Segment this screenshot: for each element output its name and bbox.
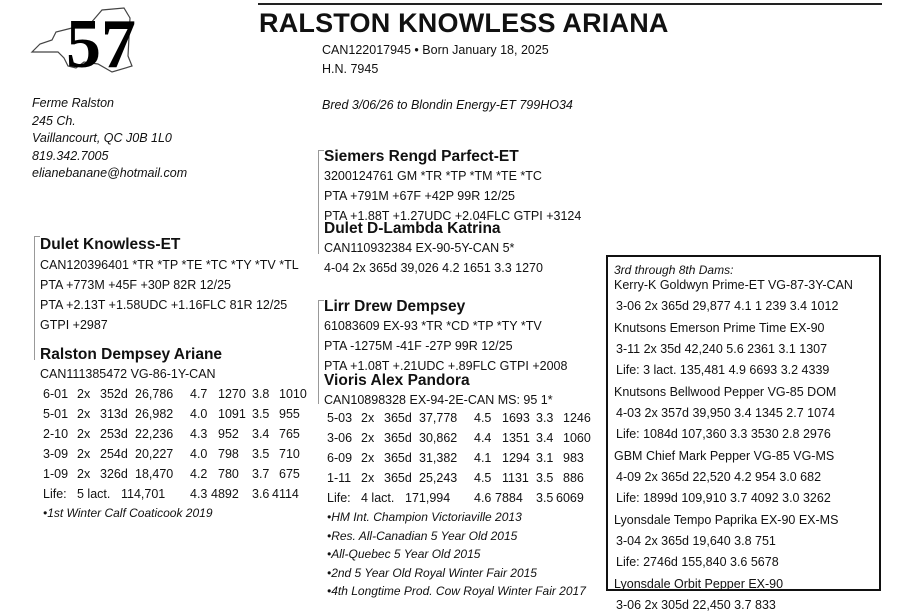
record-cell: 1060 <box>563 431 591 445</box>
sire-name: Dulet Knowless-ET <box>40 236 181 253</box>
consignor-street: 245 Ch. <box>32 113 76 128</box>
life-cell: 5 lact. <box>77 487 111 501</box>
dam-sire-pta-line: PTA +1.08T +.21UDC +.89FLC GTPI +2008 <box>324 359 568 373</box>
dam-block <box>40 346 222 384</box>
dam-sire-id-line: 61083609 EX-93 *TR *CD *TP *TY *TV <box>324 319 542 333</box>
dam-entry-line: Life: 1899d 109,910 3.7 4092 3.0 3262 <box>616 491 831 505</box>
dam-entry-line: 4-03 2x 357d 39,950 3.4 1345 2.7 1074 <box>616 406 835 420</box>
honor-item: •4th Longtime Prod. Cow Royal Winter Fair 2017 <box>327 584 586 598</box>
record-cell: 4.2 <box>190 467 208 481</box>
dam-entry-line: Life: 3 lact. 135,481 4.9 6693 3.2 4339 <box>616 363 830 377</box>
record-cell: 26,982 <box>135 407 174 421</box>
dam-name: Ralston Dempsey Ariane <box>40 346 223 363</box>
life-cell: 4892 <box>211 487 239 501</box>
record-cell: 4.0 <box>190 447 208 461</box>
record-cell: 1693 <box>502 411 530 425</box>
record-cell: 365d <box>384 471 412 485</box>
record-cell: 1-09 <box>43 467 69 481</box>
life-cell: 7884 <box>495 491 523 505</box>
honor-item: •HM Int. Champion Victoriaville 2013 <box>327 510 522 524</box>
record-cell: 3.7 <box>252 467 270 481</box>
dam-entry-name: Lyonsdale Orbit Pepper EX-90 <box>614 577 784 591</box>
record-cell: 2x <box>361 451 375 465</box>
record-cell: 2x <box>77 427 91 441</box>
sire-sire-pta-line: PTA +1.88T +1.27UDC +2.04FLC GTPI +3124 <box>324 209 582 223</box>
dam-dam-name: Vioris Alex Pandora <box>324 372 470 389</box>
record-cell: 4.0 <box>190 407 208 421</box>
record-cell: 30,862 <box>419 431 458 445</box>
sire-sire-id-line: 3200124761 GM *TR *TP *TM *TE *TC <box>324 169 542 183</box>
record-cell: 3.4 <box>536 431 554 445</box>
life-cell: 4 lact. <box>361 491 395 505</box>
record-cell: 1010 <box>279 387 307 401</box>
dam-entry-line: Life: 2746d 155,840 3.6 5678 <box>616 555 779 569</box>
record-cell: 1-11 <box>327 471 352 485</box>
honor-item: •Res. All-Canadian 5 Year Old 2015 <box>327 528 518 543</box>
extended-dams-box <box>606 255 881 612</box>
record-cell: 3.4 <box>252 427 270 441</box>
record-cell: 2x <box>361 411 375 425</box>
consignor-email: elianebanane@hotmail.com <box>32 166 188 180</box>
honor-item: •1st Winter Calf Coaticook 2019 <box>43 506 213 520</box>
consignor-city: Vaillancourt, QC J0B 1L0 <box>32 131 172 145</box>
record-cell: 1131 <box>502 471 529 485</box>
dam-entry-name: Lyonsdale Tempo Paprika EX-90 EX-MS <box>614 513 839 527</box>
record-cell: 710 <box>279 447 300 461</box>
dam-entry-name: GBM Chief Mark Pepper VG-85 VG-MS <box>614 449 835 463</box>
record-cell: 952 <box>218 427 239 441</box>
sire-dam-block <box>324 220 543 278</box>
dam-entry-line: 3-11 2x 35d 42,240 5.6 2361 3.1 1307 <box>616 342 828 356</box>
herd-number: H.N. 7945 <box>322 62 379 76</box>
record-cell: 3.3 <box>536 411 554 425</box>
record-cell: 3.5 <box>252 447 270 461</box>
sire-sire-name: Siemers Rengd Parfect-ET <box>324 148 519 165</box>
record-cell: 352d <box>100 387 128 401</box>
dam-entry-line: Life: 1084d 107,360 3.3 3530 2.8 2976 <box>616 427 831 441</box>
record-cell: 675 <box>279 467 300 481</box>
record-cell: 1246 <box>563 411 591 425</box>
record-cell: 2x <box>77 387 91 401</box>
record-cell: 1294 <box>502 451 530 465</box>
record-cell: 5-03 <box>327 411 353 425</box>
bracket-line <box>318 150 319 254</box>
record-cell: 2x <box>77 467 91 481</box>
dam-entry-name: Knutsons Bellwood Pepper VG-85 DOM <box>614 385 837 399</box>
sire-id-line: CAN120396401 *TR *TP *TE *TC *TY *TV *TL <box>40 258 299 272</box>
record-cell: 22,236 <box>135 427 174 441</box>
record-cell: 365d <box>384 411 412 425</box>
dam-entry-name: Knutsons Emerson Prime Time EX-90 <box>614 321 825 335</box>
registration-info: CAN122017945 • Born January 18, 2025 <box>322 43 549 57</box>
life-cell: 4.6 <box>474 491 492 505</box>
record-cell: 2x <box>361 431 375 445</box>
record-cell: 6-01 <box>43 387 69 401</box>
record-cell: 1091 <box>218 407 246 421</box>
record-cell: 4.5 <box>474 411 492 425</box>
sire-sire-pta-line: PTA +791M +67F +42P 99R 12/25 <box>324 189 515 203</box>
record-cell: 26,786 <box>135 387 174 401</box>
record-cell: 3.8 <box>252 387 270 401</box>
record-cell: 955 <box>279 407 300 421</box>
life-cell: 3.6 <box>252 487 270 501</box>
record-cell: 4.3 <box>190 427 208 441</box>
record-cell: 780 <box>218 467 239 481</box>
life-cell: 4.3 <box>190 487 208 501</box>
sire-dam-record-line: 4-04 2x 365d 39,026 4.2 1651 3.3 1270 <box>324 261 543 275</box>
dam-entry-line: 3-06 2x 305d 22,450 3.7 833 <box>616 598 776 612</box>
record-cell: 4.7 <box>190 387 208 401</box>
life-cell: Life: <box>327 491 351 505</box>
record-cell: 983 <box>563 451 584 465</box>
record-cell: 1351 <box>502 431 530 445</box>
consignor-name: Ferme Ralston <box>32 96 114 110</box>
extended-dams-header: 3rd through 8th Dams: <box>614 263 734 277</box>
dam-id-line: CAN111385472 VG-86-1Y-CAN <box>40 367 216 381</box>
record-cell: 326d <box>100 467 128 481</box>
top-rule <box>258 3 882 5</box>
life-cell: 4114 <box>272 487 299 501</box>
page-title: RALSTON KNOWLESS ARIANA <box>259 8 669 38</box>
record-cell: 4.5 <box>474 471 492 485</box>
sire-pta-line: PTA +773M +45F +30P 82R 12/25 <box>40 278 231 292</box>
dam-entry-name: Kerry-K Goldwyn Prime-ET VG-87-3Y-CAN <box>614 278 853 292</box>
bracket-line <box>34 236 35 360</box>
life-cell: 6069 <box>556 491 584 505</box>
sire-block <box>40 236 299 335</box>
life-cell: 114,701 <box>121 487 166 501</box>
dam-entry-line: 3-04 2x 365d 19,640 3.8 751 <box>616 534 776 548</box>
record-cell: 2x <box>77 407 91 421</box>
honor-item: •2nd 5 Year Old Royal Winter Fair 2015 <box>327 565 537 580</box>
record-cell: 25,243 <box>419 471 458 485</box>
record-cell: 5-01 <box>43 407 69 421</box>
dam-entry-line: 4-09 2x 365d 22,520 4.2 954 3.0 682 <box>616 470 822 484</box>
dam-sire-pta-line: PTA -1275M -41F -27P 99R 12/25 <box>324 339 513 353</box>
honor-item: •All-Quebec 5 Year Old 2015 <box>327 547 481 561</box>
record-cell: 4.4 <box>474 431 492 445</box>
life-cell: Life: <box>43 487 67 501</box>
record-cell: 3.5 <box>536 471 554 485</box>
sire-sire-block <box>324 148 581 226</box>
dam-sire-block <box>324 298 567 376</box>
record-cell: 765 <box>279 427 300 441</box>
sire-gtpi-line: GTPI +2987 <box>40 318 108 332</box>
record-cell: 1270 <box>218 387 246 401</box>
sire-dam-id-line: CAN110932384 EX-90-5Y-CAN 5* <box>324 241 515 255</box>
record-cell: 365d <box>384 431 412 445</box>
record-cell: 3.5 <box>252 407 270 421</box>
record-cell: 37,778 <box>419 411 458 425</box>
dam-dam-id-line: CAN10898328 EX-94-2E-CAN MS: 95 1* <box>324 393 553 407</box>
record-cell: 20,227 <box>135 447 174 461</box>
dam-dam-block <box>324 372 553 410</box>
consignor-block <box>32 95 187 183</box>
record-cell: 886 <box>563 471 584 485</box>
consignor-phone: 819.342.7005 <box>32 148 109 163</box>
record-cell: 365d <box>384 451 412 465</box>
life-cell: 171,994 <box>405 491 451 505</box>
bred-info: Bred 3/06/26 to Blondin Energy-ET 799HO34 <box>322 98 573 112</box>
record-cell: 3-09 <box>43 447 69 461</box>
sire-dam-name: Dulet D-Lambda Katrina <box>324 220 501 237</box>
record-cell: 4.1 <box>474 451 492 465</box>
life-cell: 3.5 <box>536 491 554 505</box>
record-cell: 18,470 <box>135 467 174 481</box>
record-cell: 798 <box>218 447 239 461</box>
record-cell: 2x <box>77 447 91 461</box>
dam-sire-name: Lirr Drew Dempsey <box>324 298 466 315</box>
sire-pta-line: PTA +2.13T +1.58UDC +1.16FLC 81R 12/25 <box>40 298 288 312</box>
record-cell: 2-10 <box>43 427 69 441</box>
record-cell: 253d <box>100 427 128 441</box>
lot-number: 57 <box>66 6 136 83</box>
record-cell: 2x <box>361 471 375 485</box>
record-cell: 31,382 <box>419 451 458 465</box>
dam-entry-line: 3-06 2x 365d 29,877 4.1 1 239 3.4 1012 <box>616 299 839 313</box>
record-cell: 6-09 <box>327 451 353 465</box>
record-cell: 3-06 <box>327 431 353 445</box>
bracket-line <box>318 300 319 404</box>
record-cell: 313d <box>100 407 128 421</box>
record-cell: 3.1 <box>536 451 554 465</box>
record-cell: 254d <box>100 447 128 461</box>
